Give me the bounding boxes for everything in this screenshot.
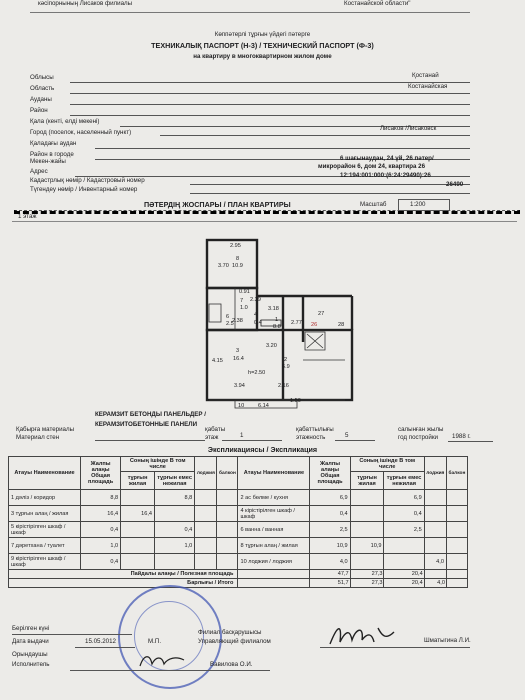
cell-balcony [217, 538, 238, 554]
useful-nonliving: 20,4 [384, 570, 424, 579]
cell-loggia [424, 538, 446, 554]
cell-loggia [195, 554, 217, 570]
cell-name: 8 тұрғын алаң / жилая [238, 538, 310, 554]
exec-label-ru: Исполнитель [12, 661, 50, 668]
cell-nonliving: 0,4 [384, 506, 424, 522]
cell-living [350, 522, 384, 538]
cell-area: 4,0 [310, 554, 350, 570]
header-top-right: Костанайской области" [344, 0, 411, 7]
plan-label: 2.39 [250, 297, 261, 303]
table-row [9, 490, 468, 506]
useful-label: Пайдалы алаңы / Полезная площадь [9, 570, 238, 579]
floor-label: 1 этаж [18, 213, 37, 220]
useful-loggia [424, 570, 446, 579]
manager-line [320, 647, 470, 648]
scale-value: 1:200 [410, 201, 426, 208]
plan-label: 10.9 [232, 263, 243, 269]
useful-area: 47,7 [310, 570, 350, 579]
subtitle-kz: Көппәтерлі тұрғын үйдегі пәтерге [214, 31, 311, 38]
table-row [9, 538, 468, 554]
explication-title: Экспликациясы / Экспликация [207, 445, 318, 454]
total-label: Барлығы / Итого [9, 579, 238, 588]
plan-label: 16.4 [233, 356, 244, 362]
issued-label-ru: Дата выдачи [12, 638, 49, 645]
header-living: тұрғын жилая [350, 472, 384, 490]
cell-living [350, 490, 384, 506]
field-line [160, 135, 470, 136]
floor-value: 1 [240, 432, 244, 439]
plan-divider [14, 210, 520, 214]
cell-name: 1 дәліз / коридор [9, 490, 81, 506]
header-name: Атауы Наименование [238, 457, 310, 490]
cell-living: 16,4 [121, 506, 155, 522]
cell-name: 10 лоджия / лоджия [238, 554, 310, 570]
manager-signature [328, 622, 400, 648]
official-stamp [118, 585, 222, 689]
cell-loggia [195, 538, 217, 554]
header-area: Жалпы алаңы Общая площадь [310, 457, 350, 490]
cell-area: 0,4 [310, 506, 350, 522]
issued-label-kz: Берілген күні [12, 625, 50, 632]
cell-name: 3 тұрғын алаң / жилая [9, 506, 81, 522]
field-value: микрорайон 6, дом 24, квартира 26 [318, 163, 426, 170]
plan-label: 1.50 [290, 398, 301, 404]
total-nonliving: 20,4 [384, 579, 424, 588]
exec-line [70, 670, 270, 671]
cell-area: 2,5 [310, 522, 350, 538]
plan-label: 2.5 [226, 321, 234, 327]
field-line [190, 193, 470, 194]
field-label: Қала (кенті, елді мекені) [30, 118, 100, 125]
cell-balcony [446, 522, 467, 538]
cell-living [121, 490, 155, 506]
header-area: Жалпы алаңы Общая площадь [80, 457, 120, 490]
cell-loggia: 4,0 [424, 554, 446, 570]
cell-loggia [195, 490, 217, 506]
cell-balcony [217, 522, 238, 538]
plan-label: 2.77 [291, 320, 302, 326]
manager-label-ru: Управляющий филиалом [198, 638, 271, 645]
cell-loggia [195, 522, 217, 538]
cell-nonliving: 1,0 [155, 538, 195, 554]
cell-name: 9 кірістірілген шкаф / шкаф [9, 554, 81, 570]
cell-loggia [195, 506, 217, 522]
header-loggia: лоджия [195, 457, 217, 490]
cell-living: 10,9 [350, 538, 384, 554]
executor-signature [138, 650, 188, 670]
field-label: Адрес [30, 168, 48, 175]
cell-nonliving [155, 506, 195, 522]
mp-label: М.П. [148, 638, 162, 645]
year-line [448, 441, 493, 442]
cell-loggia [424, 522, 446, 538]
header-name: Атауы Наименование [9, 457, 81, 490]
total-balcony [446, 579, 467, 588]
field-label: Түгендеу нөмір / Инвентарный номер [30, 186, 138, 193]
plan-label: 8.8 [273, 324, 281, 330]
table-row [9, 554, 468, 570]
cell-living [121, 522, 155, 538]
cell-area: 8,8 [80, 490, 120, 506]
exec-name: Вавилова О.И. [210, 661, 253, 668]
header-rule [30, 12, 470, 13]
plan-label: 3.18 [268, 306, 279, 312]
field-line [70, 93, 470, 94]
cell-area: 10,9 [310, 538, 350, 554]
cell-area: 0,4 [80, 522, 120, 538]
field-label: Кадастрлық нөмір / Кадастровый номер [30, 177, 145, 184]
plan-label: 2.38 [232, 318, 243, 324]
cell-area: 0,4 [80, 554, 120, 570]
floor-label-kz: қабаты [205, 426, 226, 433]
header-incl: Соның ішінде В том числе [350, 457, 424, 472]
plan-label: 3 [236, 348, 240, 354]
plan-label: 3.94 [234, 383, 245, 389]
plan-title: ПӘТЕРДІҢ ЖОСПАРЫ / ПЛАН КВАРТИРЫ [144, 200, 291, 209]
cell-nonliving [384, 538, 424, 554]
plan-label: 0.91 [239, 289, 250, 295]
issued-line [12, 634, 132, 635]
cell-name: 4 кірістірілген шкаф / шкаф [238, 506, 310, 522]
cell-nonliving: 8,8 [155, 490, 195, 506]
storeys-value: 5 [345, 432, 349, 439]
header-balcony: балкон [446, 457, 467, 490]
header-incl: Соның ішінде В том числе [121, 457, 195, 472]
plan-label: 4.15 [212, 358, 223, 364]
year-label-kz: салынған жылы [398, 426, 444, 433]
total-living: 27,3 [350, 579, 384, 588]
cell-name: 6 ванна / ванная [238, 522, 310, 538]
header-top-left: кәсіпорнының Лисаков филиалы [38, 0, 133, 7]
cell-name: 7 дәретхана / туалет [9, 538, 81, 554]
plan-label: 6 [226, 314, 230, 320]
field-value: 6 шағынаудан, 24 үй, 26 пәтер/ [340, 155, 434, 162]
plan-label: 7 [240, 298, 244, 304]
plan-label: 3.70 [218, 263, 229, 269]
cell-nonliving: 0,4 [155, 522, 195, 538]
cell-nonliving [384, 554, 424, 570]
field-line [70, 104, 470, 105]
field-label: Город (поселок, населенный пункт) [30, 129, 132, 136]
useful-balcony [446, 570, 467, 579]
cell-loggia [424, 490, 446, 506]
storeys-line [335, 440, 375, 441]
plan-label: 28 [338, 322, 345, 328]
cell-balcony [446, 554, 467, 570]
plan-label: 2 [284, 357, 288, 363]
cell-balcony [217, 490, 238, 506]
plan-label: 0.4 [254, 320, 262, 326]
header-balcony: балкон [217, 457, 238, 490]
plan-label: 1 [275, 317, 279, 323]
plan-label: 3.20 [266, 343, 277, 349]
cell-area: 6,9 [310, 490, 350, 506]
field-label: Қаладағы аудан [30, 140, 77, 147]
header-living: тұрғын жилая [121, 472, 155, 490]
wall-material-ru: КЕРАМЗИТОБЕТОННЫЕ ПАНЕЛИ [95, 421, 198, 428]
field-value: 12:194:001:000:(6:24:29490):26 [340, 172, 431, 179]
wall-label-kz: Қабырға материалы [16, 426, 75, 433]
field-value: Лисаков /Лисаковск [380, 125, 437, 132]
cell-living [350, 554, 384, 570]
total-area: 51,7 [310, 579, 350, 588]
field-line [70, 115, 470, 116]
plan-label: 4 [254, 312, 258, 318]
field-value: Костанайская [408, 83, 448, 90]
plan-label: 2.95 [230, 243, 241, 249]
apartment-walls [207, 330, 352, 400]
cell-nonliving: 2,5 [384, 522, 424, 538]
cell-living [121, 554, 155, 570]
header-nonliving: тұрғын емес нежилая [155, 472, 195, 490]
plan-label: 6.9 [282, 364, 290, 370]
field-label: Мекен-жайы [30, 158, 66, 165]
plan-label: 6.14 [258, 403, 269, 409]
cell-name: 2 ас бөлме / кухня [238, 490, 310, 506]
explication-table [8, 456, 468, 588]
table-row [9, 522, 468, 538]
field-label: Облысы [30, 74, 54, 81]
storeys-label-kz: қабаттылығы [296, 426, 334, 433]
subtitle-ru: на квартиру в многоквартирном жилом доме [193, 53, 332, 60]
plan-label: 26 [311, 322, 318, 328]
issued-value-line [75, 647, 135, 648]
manager-name: Шматыгина Л.И. [424, 637, 471, 644]
year-label-ru: год постройки [398, 434, 438, 441]
header-loggia: лоджия [424, 457, 446, 490]
plan-label: 1.0 [240, 305, 248, 311]
scale-label: Масштаб [360, 201, 387, 208]
cell-balcony [217, 506, 238, 522]
plan-label: 10 [238, 403, 245, 409]
cell-living [121, 538, 155, 554]
year-value: 1988 г. [452, 433, 471, 440]
field-label: Район [30, 107, 48, 114]
cell-loggia [424, 506, 446, 522]
storeys-label-ru: этажность [296, 434, 326, 441]
cell-nonliving: 6,9 [384, 490, 424, 506]
total-loggia: 4,0 [424, 579, 446, 588]
cell-balcony [446, 538, 467, 554]
field-line [95, 148, 470, 149]
cell-balcony [446, 490, 467, 506]
plan-frame-top [12, 221, 517, 222]
plan-label: 27 [318, 311, 325, 317]
document-title: ТЕХНИКАЛЫҚ ПАСПОРТ (Н-3) / ТЕХНИЧЕСКИЙ ПАСПОРТ (Ф-3) [151, 41, 374, 50]
field-value: Қостанай [412, 72, 439, 79]
issued-value: 15.05.2012 [85, 638, 116, 645]
plan-label: h=2.50 [248, 370, 266, 376]
manager-label-kz: Филиал басқарушысы [198, 629, 262, 636]
table-row [9, 506, 468, 522]
wall-label-ru: Материал стен [16, 434, 60, 441]
cell-area: 16,4 [80, 506, 120, 522]
plan-label: 2.16 [278, 383, 289, 389]
useful-living: 27,3 [350, 570, 384, 579]
floor-label-ru: этаж [205, 434, 219, 441]
header-nonliving: тұрғын емес нежилая [384, 472, 424, 490]
plan-label: 8 [236, 256, 240, 262]
field-label: Ауданы [30, 96, 52, 103]
cell-name: 5 кірістірілген шкаф / шкаф [9, 522, 81, 538]
wall-line [95, 440, 205, 441]
floor-line [222, 440, 282, 441]
field-value: 26490 [446, 181, 464, 188]
cell-living [350, 506, 384, 522]
field-label: Область [30, 85, 55, 92]
cell-balcony [446, 506, 467, 522]
cell-nonliving [155, 554, 195, 570]
cell-balcony [217, 554, 238, 570]
wall-material-kz: КЕРАМЗИТ БЕТОНДЫ ПАНЕЛЬДЕР / [95, 411, 206, 418]
cell-area: 1,0 [80, 538, 120, 554]
field-label: Район в городе [30, 151, 74, 158]
exec-label-kz: Орындаушы [12, 651, 48, 658]
field-line [190, 184, 470, 185]
